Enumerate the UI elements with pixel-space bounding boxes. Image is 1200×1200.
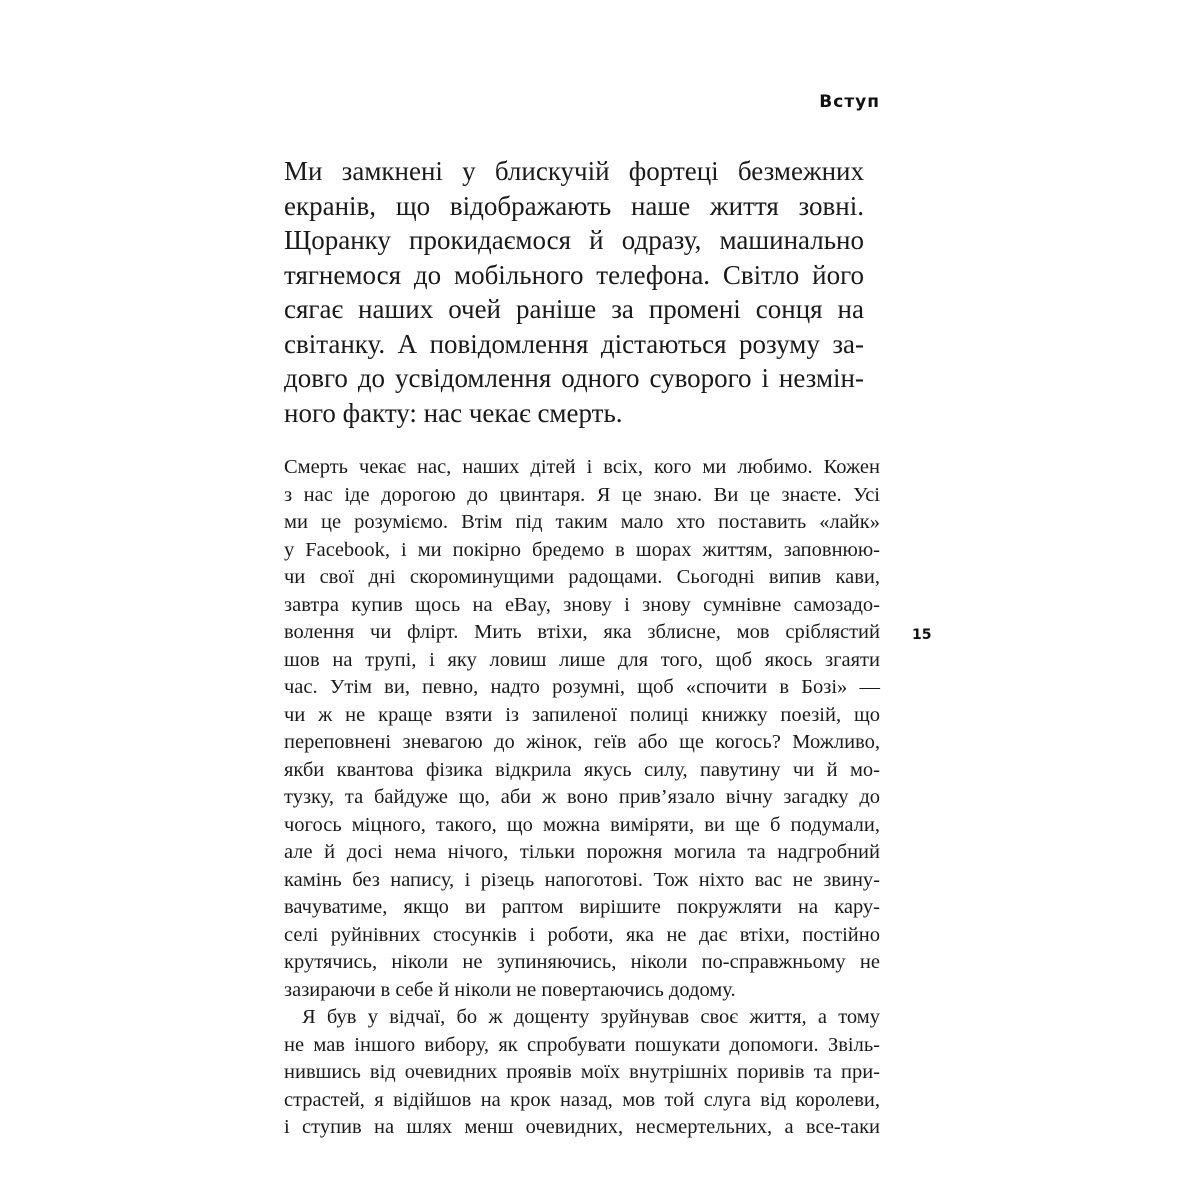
lead-line: тягнемося до мобільного телефона. Світло його — [284, 259, 864, 290]
body-line: і ступив на шлях менш очевидних, несмертельних, а все-таки — [284, 1116, 880, 1138]
body-line: чи ж не краще взяти із запиленої полиці книжку поезій, що — [284, 703, 880, 726]
body-line: крутячись, ніколи не зупиняючись, ніколи по-справжньому не — [284, 951, 880, 973]
body-line: якби квантова фізика відкрила якусь силу, павутину чи й мо- — [284, 758, 880, 781]
body-line: Я був у відчаї, бо ж дощенту зруйнував своє життя, а тому — [302, 1006, 880, 1028]
body-line: чи свої дні скороминущими радощами. Сьогодні випив кави, — [284, 566, 880, 588]
paragraph-1 — [284, 454, 880, 1004]
body-line: зазираючи в себе й ніколи не повертаючись додому. — [284, 978, 736, 1001]
body-line: Смерть чекає нас, наших дітей і всіх, кого ми любимо. Кожен — [284, 456, 880, 478]
body-line: тузку, та байдуже що, аби ж воно прив’язало вічну загадку до — [284, 786, 880, 808]
paragraph-2 — [284, 1004, 880, 1142]
body-line: у Facebook, і ми покірно бредемо в шорах життям, заповнюю- — [284, 538, 880, 561]
body-line: нившись від очевидних проявів моїх внутрішніх поривів та при- — [284, 1061, 880, 1083]
body-line: час. Утім ви, певно, надто розумні, щоб «спочити в Бозі» — — [284, 676, 880, 698]
body-line: ми це розуміємо. Втім під таким мало хто поставить «лайк» — [284, 511, 880, 533]
lead-line: Ми замкнені у блискучій фортеці безмежних — [284, 156, 864, 186]
body-line: селі руйнівних стосунків і роботи, яка не дає втіхи, постійно — [284, 923, 880, 946]
body-line: переповнені зневагою до жінок, геїв або ще когось? Можливо, — [284, 731, 880, 753]
lead-line: сягає наших очей раніше за промені сонця на — [284, 294, 864, 324]
body-line: волення чи флірт. Мить втіхи, яка зблисне, мов сріблястий — [284, 621, 880, 643]
lead-paragraph — [284, 154, 864, 430]
body-line: з нас іде дорогою до цвинтаря. Я це знаю. Ви це знаєте. Усі — [284, 483, 880, 506]
lead-line: довго до усвідомлення одного суворого і незмін- — [284, 363, 864, 393]
lead-line: ного факту: нас чекає смерть. — [284, 397, 623, 428]
lead-line: світанку. А повідомлення дістаються розуму за- — [284, 328, 864, 359]
body-line: завтра купив щось на eBay, знову і знову сумнівне самозадо- — [284, 593, 880, 616]
body-line: але й досі нема нічого, тільки порожня могила та надгробний — [284, 841, 880, 863]
page-number: 15 — [912, 627, 932, 643]
body-text — [284, 454, 880, 1142]
body-line: чогось міцного, такого, що можна виміряти, ви ще б подумали, — [284, 813, 880, 836]
lead-line: Щоранку прокидаємося й одразу, машинально — [284, 225, 864, 255]
body-line: вачуватиме, якщо ви раптом вирішите покружляти на кару- — [284, 896, 880, 918]
body-line: шов на трупі, і яку ловиш лише для того, щоб якось згаяти — [284, 648, 880, 671]
lead-line: екранів, що відображають наше життя зовні. — [284, 190, 864, 221]
body-line: камінь без напису, і різець напоготові. Тож ніхто вас не звину- — [284, 868, 880, 891]
body-line: страстей, я відійшов на крок назад, мов той слуга від королеви, — [284, 1088, 880, 1111]
body-line: не мав іншого вибору, як спробувати пошукати допомоги. Звіль- — [284, 1033, 880, 1056]
running-header-section-title: Вступ — [819, 92, 880, 112]
